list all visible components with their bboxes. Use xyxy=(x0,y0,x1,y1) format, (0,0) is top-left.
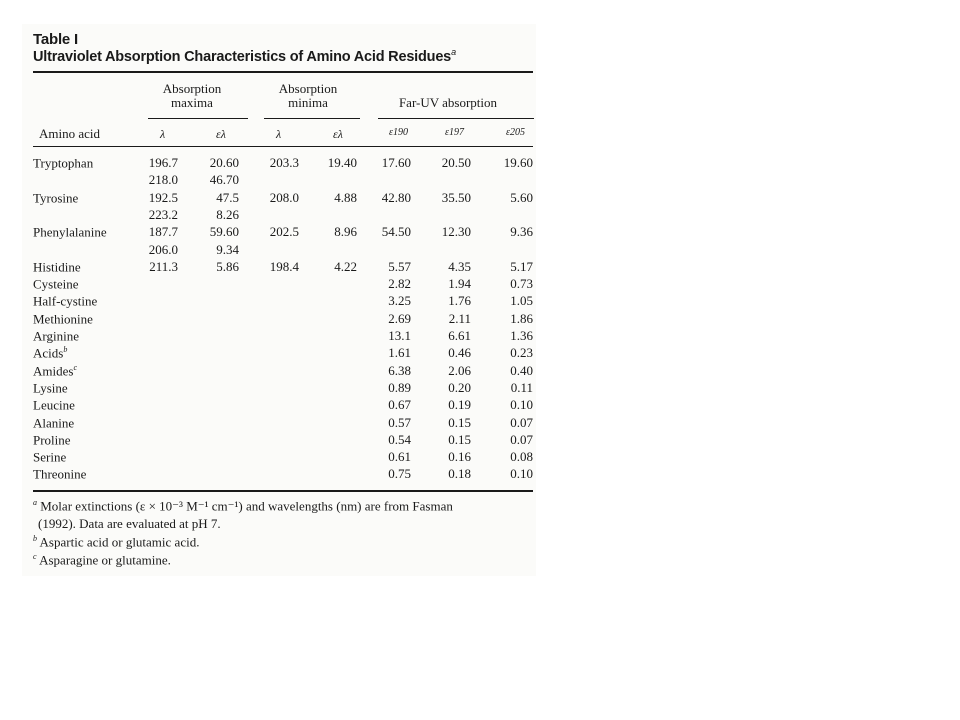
table-cell: 0.73 xyxy=(510,276,533,292)
row-name-text: Amides xyxy=(33,362,74,378)
table-cell: 5.86 xyxy=(216,258,239,274)
table-cell: 17.60 xyxy=(381,155,411,170)
table-cell: 54.50 xyxy=(381,224,411,240)
table-cell: 4.88 xyxy=(334,189,357,205)
table-cell: 202.5 xyxy=(269,224,299,240)
table-cell: 9.34 xyxy=(216,241,239,257)
top-rule xyxy=(33,71,533,73)
table-cell: 9.36 xyxy=(510,224,533,240)
bottom-rule xyxy=(33,490,533,492)
row-name-text: Lysine xyxy=(33,380,68,396)
table-cell: 1.05 xyxy=(510,293,533,309)
table-cell: 0.15 xyxy=(448,414,471,430)
table-cell: 0.07 xyxy=(510,431,533,447)
row-name-text: Cysteine xyxy=(33,276,79,292)
table-cell: 1.61 xyxy=(388,345,411,361)
column-header: ελ xyxy=(333,127,343,141)
row-name-text: Arginine xyxy=(33,328,79,344)
row-name-text: Tryptophan xyxy=(33,155,94,171)
table-cell: 19.60 xyxy=(503,155,533,170)
row-name-text: Alanine xyxy=(33,414,75,430)
row-name-text: Threonine xyxy=(33,466,87,482)
row-name xyxy=(33,363,77,379)
group-rule-far-uv xyxy=(378,118,534,119)
table-cell: 5.17 xyxy=(510,258,533,274)
table-cell: 0.89 xyxy=(388,379,411,395)
table-cell: 2.69 xyxy=(388,310,411,326)
row-name xyxy=(33,190,78,206)
table-cell: 0.10 xyxy=(510,397,533,413)
table-title-text: Ultraviolet Absorption Characteristics of Amino Acid Residues xyxy=(33,48,452,65)
column-header: ε205 xyxy=(506,127,525,138)
footnote-text: Aspartic acid or glutamic acid. xyxy=(39,534,200,550)
group-rule-minima xyxy=(264,118,360,119)
table-cell: 4.35 xyxy=(448,258,471,274)
table-cell: 6.61 xyxy=(448,328,471,343)
footnote-text: Molar extinctions (ε × 10⁻³ M⁻¹ cm⁻¹) and wavelengths (nm) are from Fasman xyxy=(40,498,453,514)
group-rule-maxima xyxy=(148,118,248,119)
table-cell: 0.54 xyxy=(388,431,411,447)
group-header-line: minima xyxy=(288,95,328,110)
row-name xyxy=(33,259,81,275)
table-cell: 0.07 xyxy=(510,414,533,430)
table-cell: 0.15 xyxy=(448,431,471,447)
column-header: ελ xyxy=(216,127,226,141)
table-cell: 0.11 xyxy=(510,379,533,395)
row-name-note: c xyxy=(73,362,78,372)
row-name-text: Proline xyxy=(33,432,71,448)
footnote-b xyxy=(33,534,199,550)
group-header-line: Far-UV absorption xyxy=(398,95,498,110)
table-cell: 0.67 xyxy=(388,397,411,413)
scanned-table xyxy=(22,24,536,576)
footnote-mark: a xyxy=(33,498,37,507)
table-cell: 8.26 xyxy=(216,206,239,222)
table-cell: 3.25 xyxy=(388,293,411,309)
table-cell: 223.2 xyxy=(148,206,178,222)
table-cell: 35.50 xyxy=(441,189,471,205)
row-name xyxy=(33,397,75,413)
group-header-line: Absorption xyxy=(162,81,222,96)
row-name xyxy=(33,432,71,448)
table-cell: 206.0 xyxy=(148,241,178,257)
table-cell: 2.11 xyxy=(448,310,471,326)
table-cell: 20.60 xyxy=(209,155,239,170)
table-cell: 1.86 xyxy=(510,310,533,326)
table-cell: 46.70 xyxy=(209,172,239,188)
table-cell: 12.30 xyxy=(441,224,471,240)
group-header-far-uv xyxy=(378,96,518,110)
table-cell: 198.4 xyxy=(269,258,299,274)
table-cell: 0.16 xyxy=(448,449,471,465)
table-cell: 196.7 xyxy=(148,155,178,170)
row-name-text: Methionine xyxy=(33,311,93,327)
table-cell: 0.20 xyxy=(448,379,471,395)
header-rule xyxy=(33,146,533,147)
table-cell: 5.60 xyxy=(510,189,533,205)
table-cell: 203.3 xyxy=(269,155,299,170)
table-cell: 0.61 xyxy=(388,449,411,465)
row-name xyxy=(33,293,97,309)
row-name xyxy=(33,449,66,465)
row-name xyxy=(33,415,74,431)
table-cell: 192.5 xyxy=(148,189,178,205)
table-cell: 13.1 xyxy=(388,328,411,343)
table-cell: 211.3 xyxy=(149,258,178,274)
table-cell: 2.82 xyxy=(388,276,411,292)
row-name-text: Phenylalanine xyxy=(33,224,107,240)
table-cell: 19.40 xyxy=(327,155,357,170)
table-cell: 0.57 xyxy=(388,414,411,430)
column-header-amino-acid: Amino acid xyxy=(39,126,101,141)
table-cell: 0.08 xyxy=(510,449,533,465)
row-name xyxy=(33,466,86,482)
group-header-minima xyxy=(268,82,348,110)
column-header: λ xyxy=(160,127,166,141)
row-name-text: Histidine xyxy=(33,259,81,275)
table-cell: 20.50 xyxy=(441,155,471,170)
table-cell: 0.19 xyxy=(448,397,471,413)
row-name xyxy=(33,311,93,327)
table-title xyxy=(33,47,456,65)
row-name-text: Acids xyxy=(33,345,64,361)
table-cell: 0.40 xyxy=(510,362,533,378)
column-header: ε197 xyxy=(445,127,464,138)
row-name-text: Serine xyxy=(33,449,67,465)
table-cell: 1.76 xyxy=(448,293,471,309)
row-name xyxy=(33,380,68,396)
table-cell: 42.80 xyxy=(381,189,411,205)
row-name xyxy=(33,328,79,344)
row-name-text: Tyrosine xyxy=(33,189,79,205)
table-cell: 8.96 xyxy=(334,224,357,240)
table-cell: 208.0 xyxy=(269,189,299,205)
table-cell: 47.5 xyxy=(216,189,239,205)
column-header: ε190 xyxy=(389,127,408,138)
table-cell: 0.23 xyxy=(510,345,533,361)
row-name xyxy=(33,345,67,361)
footnote-mark: c xyxy=(33,552,37,561)
column-header: λ xyxy=(276,127,282,141)
table-cell: 4.22 xyxy=(334,258,357,274)
table-cell: 218.0 xyxy=(148,172,178,188)
row-name xyxy=(33,155,93,171)
table-cell: 6.38 xyxy=(388,362,411,378)
table-cell: 187.7 xyxy=(148,224,178,240)
row-name-text: Half-cystine xyxy=(33,293,98,309)
footnote-mark: b xyxy=(33,534,37,543)
footnote-c xyxy=(33,552,171,568)
table-cell: 0.46 xyxy=(448,345,471,361)
row-name-text: Leucine xyxy=(33,397,75,413)
table-cell: 0.18 xyxy=(448,466,471,482)
row-name xyxy=(33,224,107,240)
footnote-text: Asparagine or glutamine. xyxy=(39,552,171,568)
row-name-note: b xyxy=(63,345,68,355)
footnote-a-continued: (1992). Data are evaluated at pH 7. xyxy=(38,516,221,531)
footnote-a xyxy=(33,498,453,514)
table-title-note: a xyxy=(451,47,456,57)
table-cell: 0.10 xyxy=(510,466,533,482)
row-name xyxy=(33,276,79,292)
table-cell: 5.57 xyxy=(388,258,411,274)
table-cell: 2.06 xyxy=(448,362,471,378)
table-cell: 1.36 xyxy=(510,328,533,343)
group-header-line: Absorption xyxy=(278,81,338,96)
table-cell: 59.60 xyxy=(209,224,239,240)
table-label: Table I xyxy=(33,31,78,48)
table-cell: 1.94 xyxy=(448,276,471,292)
table-cell: 0.75 xyxy=(388,466,411,482)
group-header-maxima xyxy=(152,82,232,110)
group-header-line: maxima xyxy=(171,95,213,110)
